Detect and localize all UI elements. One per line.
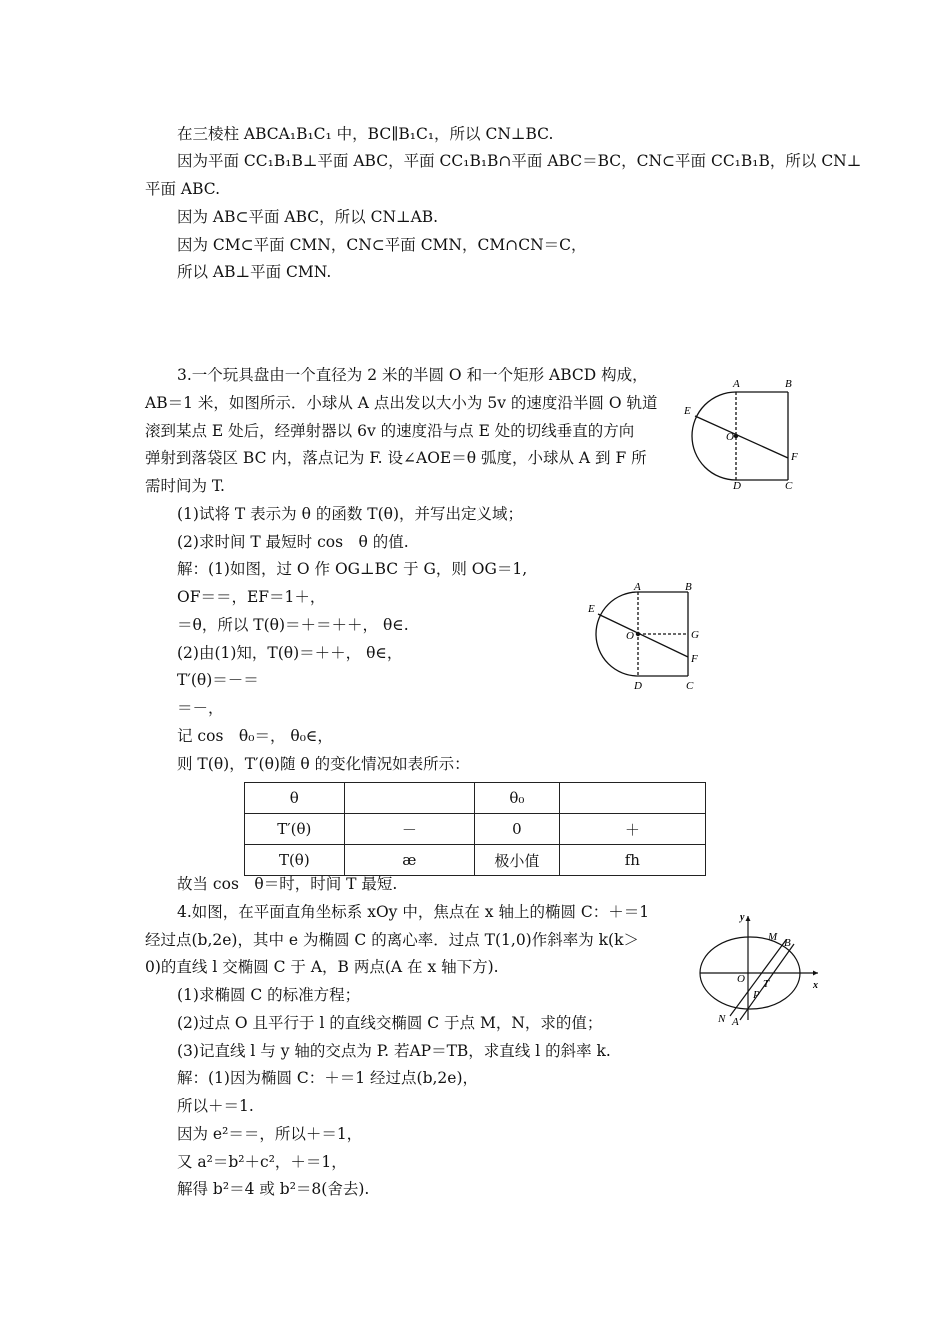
q3-part-1: (1)试将 T 表示为 θ 的函数 T(θ)，并写出定义域； <box>177 505 524 523</box>
label-e: E <box>684 405 691 417</box>
label-y: y <box>740 912 745 923</box>
y-axis-arrow <box>746 916 751 921</box>
table-cell <box>344 783 474 814</box>
q3-part-2: (2)求时间 T 最短时 cos θ 的值. <box>177 533 409 551</box>
label-o: O <box>737 973 745 985</box>
proof-line-5: 因为 CM⊂平面 CMN，CN⊂平面 CMN，CM∩CN＝C， <box>177 236 587 254</box>
q3-answer-2: OF＝＝，EF＝1＋， <box>177 588 326 606</box>
q3-statement-4: 弹射到落袋区 BC 内，落点记为 F. 设∠AOE＝θ 弧度，小球从 A 到 F 所 <box>145 449 647 467</box>
table-cell: T′(θ) <box>245 814 345 845</box>
q3-answer-3: ＝θ，所以 T(θ)＝＋＝＋＋， θ∈. <box>177 616 409 634</box>
q4-statement-3: 0)的直线 l 交椭圆 C 于 A，B 两点(A 在 x 轴下方). <box>145 958 499 976</box>
q3-statement-3: 滚到某点 E 处后，经弹射器以 6v 的速度沿与点 E 处的切线垂直的方向 <box>145 422 635 440</box>
proof-line-6: 所以 AB⊥平面 CMN. <box>177 263 332 281</box>
label-o: O <box>626 630 634 642</box>
label-t: T <box>763 978 770 990</box>
table-cell: θ <box>245 783 345 814</box>
q4-answer-3: 因为 e²＝＝，所以＋＝1， <box>177 1125 363 1143</box>
table-row <box>245 845 706 876</box>
label-e: E <box>588 603 595 615</box>
proof-line-2: 因为平面 CC₁B₁B⊥平面 ABC，平面 CC₁B₁B∩平面 ABC＝BC，CN⊂平面 CC₁B₁B，所以 CN⊥ <box>177 152 862 170</box>
proof-line-4: 因为 AB⊂平面 ABC，所以 CN⊥AB. <box>177 208 439 226</box>
label-a: A <box>732 1016 739 1026</box>
q4-part-2: (2)过点 O 且平行于 l 的直线交椭圆 C 于点 M，N，求的值； <box>177 1014 603 1032</box>
label-a: A <box>634 582 641 593</box>
q4-statement-1: 4.如图，在平面直角坐标系 xOy 中，焦点在 x 轴上的椭圆 C：＋＝1 <box>177 903 650 921</box>
label-b: B <box>784 937 791 949</box>
proof-line-1: 在三棱柱 ABCA₁B₁C₁ 中，BC∥B₁C₁，所以 CN⊥BC. <box>177 125 554 143</box>
q3-answer-7: 记 cos θ₀＝， θ₀∈， <box>177 727 333 745</box>
q3-answer-1: 解：(1)如图，过 O 作 OG⊥BC 于 G，则 OG＝1, <box>177 560 528 578</box>
table-cell: － <box>344 814 474 845</box>
table-cell: æ <box>344 845 474 876</box>
figure-toy-board <box>680 372 810 490</box>
label-f: F <box>791 451 798 463</box>
figure-toy-board-solution <box>582 582 712 694</box>
q3-answer-6: ＝－， <box>177 699 224 717</box>
label-p: P <box>753 989 760 1001</box>
proof-line-3: 平面 ABC. <box>145 180 221 198</box>
q4-part-3: (3)记直线 l 与 y 轴的交点为 P. 若AP＝TB，求直线 l 的斜率 k. <box>177 1042 611 1060</box>
table-cell: 极小值 <box>475 845 560 876</box>
q4-answer-5: 解得 b²＝4 或 b²＝8(舍去). <box>177 1180 370 1198</box>
label-d: D <box>733 480 741 490</box>
label-c: C <box>686 680 694 692</box>
label-d: D <box>634 680 642 692</box>
q4-answer-1: 解：(1)因为椭圆 C：＋＝1 经过点(b,2e)， <box>177 1069 479 1087</box>
label-n: N <box>718 1013 726 1025</box>
table-cell <box>559 783 705 814</box>
variation-table <box>244 782 706 876</box>
label-o: O <box>726 431 734 443</box>
q3-answer-4: (2)由(1)知，T(θ)＝＋＋， θ∈， <box>177 644 403 662</box>
label-b: B <box>785 378 792 390</box>
figure-ellipse <box>690 908 830 1026</box>
q4-answer-4: 又 a²＝b²＋c²，＋＝1， <box>177 1153 347 1171</box>
table-cell: T(θ) <box>245 845 345 876</box>
q3-statement-2: AB＝1 米，如图所示．小球从 A 点出发以大小为 5v 的速度沿半圆 O 轨道 <box>145 394 658 412</box>
segment-ef <box>598 614 688 657</box>
table-cell: ＋ <box>559 814 705 845</box>
q3-answer-8: 则 T(θ)，T′(θ)随 θ 的变化情况如表所示： <box>177 755 470 773</box>
label-a: A <box>733 378 740 390</box>
q4-part-1: (1)求椭圆 C 的标准方程； <box>177 986 361 1004</box>
table-cell: θ₀ <box>475 783 560 814</box>
label-b: B <box>685 582 692 593</box>
label-m: M <box>768 931 778 943</box>
q3-answer-5: T′(θ)＝－＝ <box>177 671 259 689</box>
table-row <box>245 783 706 814</box>
table-cell: 0 <box>475 814 560 845</box>
q3-statement-5: 需时间为 T. <box>145 477 225 495</box>
q4-answer-2: 所以＋＝1. <box>177 1097 254 1115</box>
table-row <box>245 814 706 845</box>
table-cell: fh <box>559 845 705 876</box>
q4-statement-2: 经过点(b,2e)，其中 e 为椭圆 C 的离心率．过点 T(1,0)作斜率为 k(k＞ <box>145 931 639 949</box>
q3-statement-1: 3.一个玩具盘由一个直径为 2 米的半圆 O 和一个矩形 ABCD 构成， <box>177 366 648 384</box>
q3-conclusion: 故当 cos θ＝时，时间 T 最短. <box>177 875 398 893</box>
label-g: G <box>691 629 699 641</box>
label-f: F <box>691 653 698 665</box>
center-point <box>636 632 640 636</box>
x-axis-arrow <box>813 971 818 976</box>
label-c: C <box>785 480 793 490</box>
label-x: x <box>813 980 818 991</box>
center-point <box>734 434 738 438</box>
segment-ef <box>695 416 788 458</box>
